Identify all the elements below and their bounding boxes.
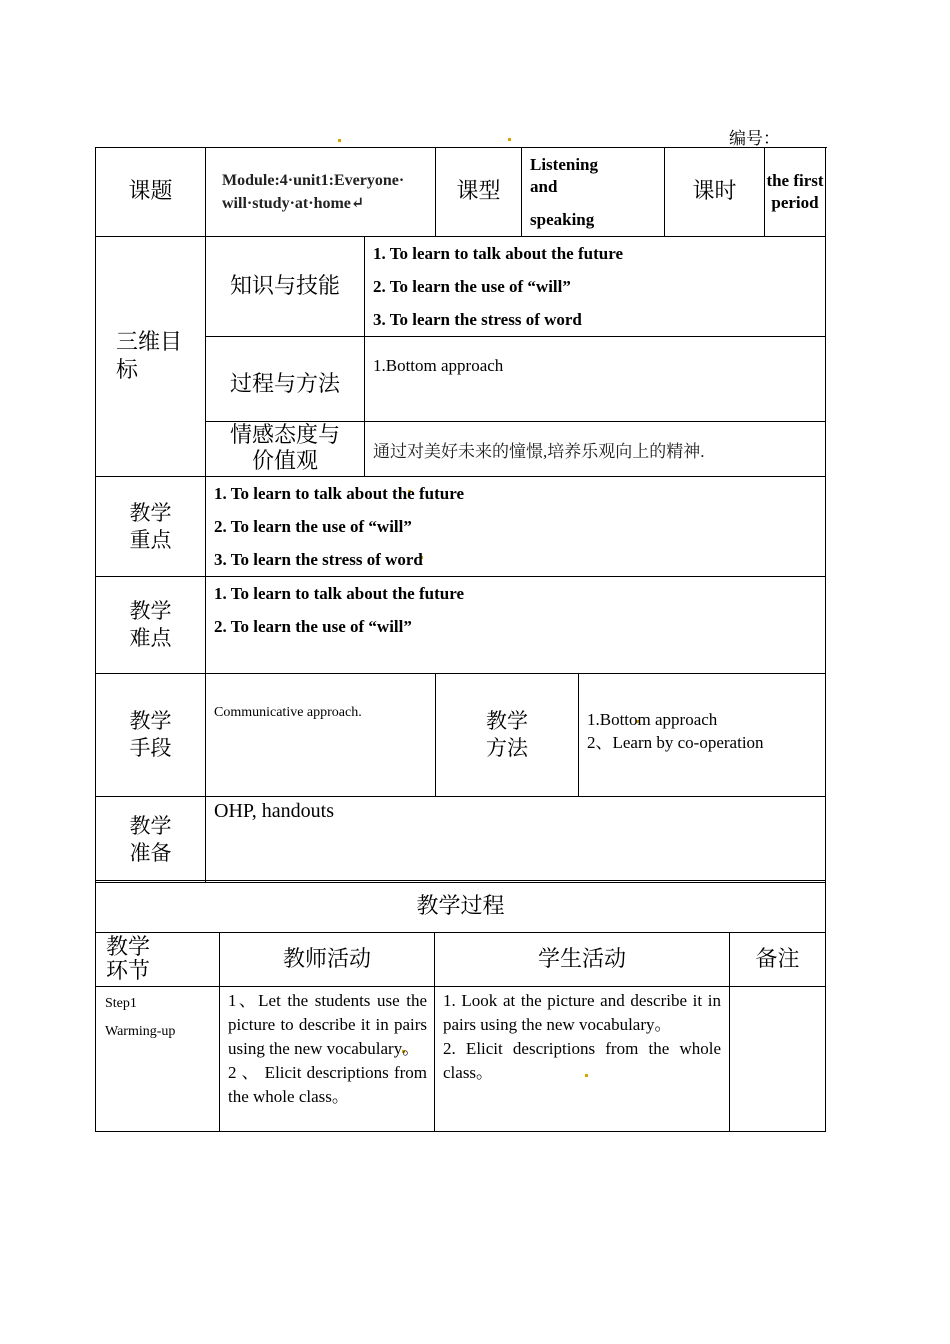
process-method-text: 1.Bottom approach [365,337,826,422]
knowledge-item: 2. To learn the use of “will” [373,277,571,296]
teacher-activity-item: 1、Let the students use the picture to describe it in pairs using the new vocabulary。 [228,991,427,1058]
lesson-plan-table [95,147,826,883]
method-line: 2、Learn by co-operation [587,733,764,752]
teacher-activity-item: 2 、 Elicit descriptions from the whole class。 [228,1063,427,1106]
preparation-label [96,797,206,883]
key-point-item: 1. To learn to talk about the future [214,484,464,503]
difficulties-label-line: 教学 [129,599,172,623]
process-header-row [96,933,826,987]
period-line: the first [766,171,824,190]
process-method-row [96,337,826,422]
student-activity-item: 2. Elicit descriptions from the whole class。 [443,1039,721,1082]
means-label [96,674,206,797]
stage-name: Step1 [105,996,137,1011]
stage-header-line: 教学 [106,934,151,960]
difficulty-item: 2. To learn the use of “will” [214,617,412,636]
stage-subname: Warming-up [105,1024,176,1039]
emotion-label-line: 情感态度与 [229,423,340,448]
topic-value-line1: Module:4·unit1:Everyone· [222,172,405,189]
process-step-row [96,987,826,1132]
key-points-label-line: 重点 [129,527,172,552]
stage-cell [96,987,220,1132]
preparation-row [96,797,826,883]
method-label-line: 教学 [486,709,528,733]
lesson-type-line: Listening [530,154,599,174]
key-points-label-line: 教学 [129,500,172,525]
key-points-label [96,477,206,577]
difficulties-items [206,577,826,674]
difficulties-row [96,577,826,674]
emotion-row [96,422,826,477]
preparation-label-line: 教学 [129,813,172,838]
method-line: 1.Bottom approach [587,710,718,729]
objectives-label: 三维目标 [96,237,206,477]
mark-dot [338,139,341,142]
topic-value-line2: will·study·at·home↵ [222,195,365,212]
key-points-row [96,477,826,577]
lesson-type-line: speaking [530,209,595,229]
difficulties-label [96,577,206,674]
teacher-activity-header: 教师活动 [220,933,435,987]
knowledge-row [96,237,826,337]
mark-dot [508,138,511,141]
method-text [579,674,826,797]
process-title-row [96,881,826,933]
key-points-items [206,477,826,577]
preparation-label-line: 准备 [129,840,172,865]
topic-row [96,148,826,237]
emotion-text: 通过对美好未来的憧憬,培养乐观向上的精神. [365,422,826,477]
period-line: period [771,193,819,212]
notes-cell [730,987,826,1132]
knowledge-item: 1. To learn to talk about the future [373,244,623,263]
topic-label: 课题 [96,148,206,237]
emotion-label-line: 价值观 [251,449,318,474]
period-value [765,148,826,237]
student-activity-header: 学生活动 [435,933,730,987]
topic-value-cell [206,148,436,237]
key-point-item: 2. To learn the use of “will” [214,517,412,536]
serial-number-label: 编号： [729,129,780,148]
lesson-type-label: 课型 [436,148,522,237]
knowledge-item: 3. To learn the stress of word [373,310,582,329]
lesson-type-value [522,148,665,237]
teacher-activity-cell [220,987,435,1132]
emotion-label [206,422,365,477]
difficulties-label-line: 难点 [129,626,172,650]
knowledge-label: 知识与技能 [206,237,365,337]
method-label [436,674,579,797]
student-activity-cell [435,987,730,1132]
knowledge-items [365,237,826,337]
stage-header [96,933,220,987]
method-label-line: 方法 [486,736,528,760]
process-method-label: 过程与方法 [206,337,365,422]
student-activity-item: 1. Look at the picture and describe it in pairs using the new vocabulary。 [443,991,721,1034]
preparation-text: OHP, handouts [206,797,826,883]
key-point-item: 3. To learn the stress of word [214,550,423,569]
means-label-line: 教学 [129,709,172,733]
means-row [96,674,826,797]
process-title: 教学过程 [96,881,826,933]
lesson-type-line: and [530,176,558,196]
means-label-line: 手段 [129,736,172,760]
difficulty-item: 1. To learn to talk about the future [214,584,464,603]
notes-header: 备注 [730,933,826,987]
teaching-process-table [95,880,826,1132]
period-label: 课时 [665,148,765,237]
means-text: Communicative approach. [206,674,436,797]
stage-header-line: 环节 [106,958,151,984]
